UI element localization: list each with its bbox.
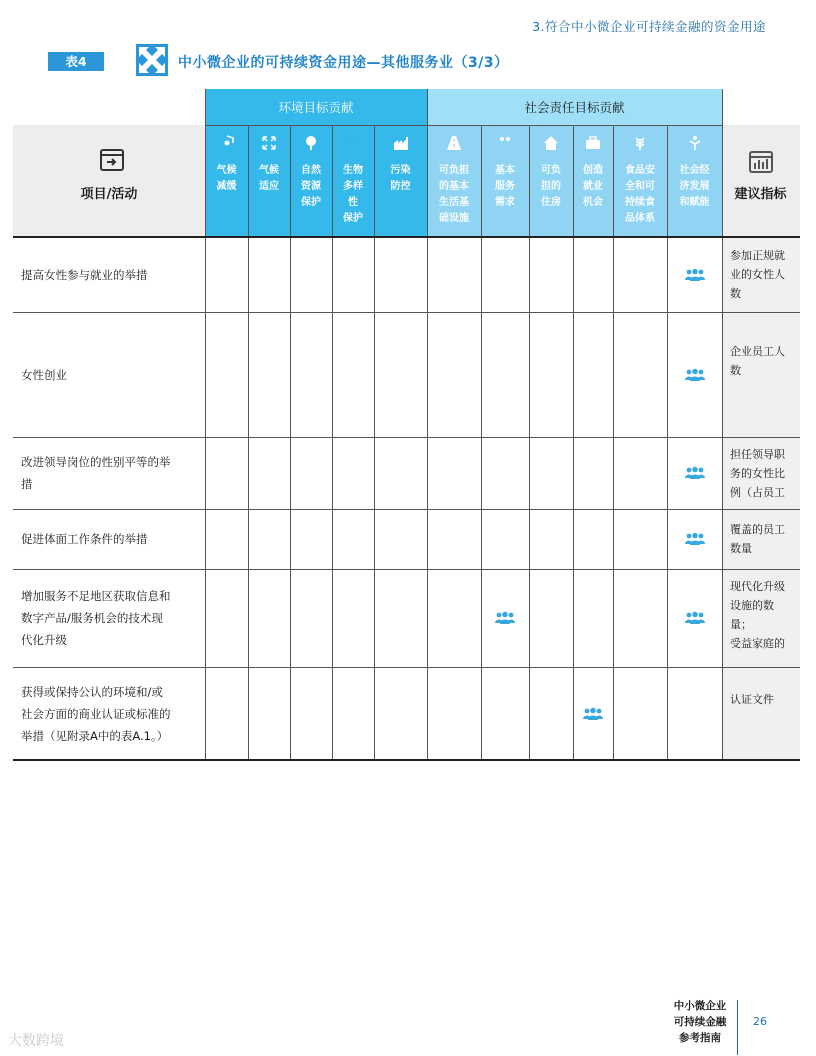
column-divider [205, 125, 206, 760]
people-group-icon [494, 611, 516, 625]
row-indicator: 参加正规就 业的女性人 数 [730, 249, 785, 300]
footer-divider [737, 1000, 738, 1055]
column-header-11 [667, 125, 722, 237]
column-divider [332, 125, 333, 760]
people-group-icon [684, 611, 706, 625]
tree-icon [303, 135, 319, 151]
table-title: 中小微企业的可持续资金用途—其他服务业（3/3） [178, 55, 509, 71]
project-header-bg [13, 125, 205, 237]
column-header-icon-wrap [687, 135, 703, 155]
road-icon [446, 135, 462, 151]
person-up-icon [687, 135, 703, 151]
row-divider [13, 667, 800, 668]
column-divider [573, 125, 574, 760]
people-group-icon [684, 466, 706, 480]
column-header-label: 污染 防控 [390, 165, 411, 192]
row-indicator: 企业员工人 数 [730, 344, 785, 377]
group-header-environment [205, 89, 427, 125]
column-header-6 [427, 125, 481, 237]
table-badge: 表4 [48, 52, 104, 71]
wheat-icon [632, 135, 648, 151]
house-icon [543, 135, 559, 151]
column-header-label: 社会经 济发展 和赋能 [679, 165, 710, 208]
row-indicator: 担任领导职 务的女性比 例（占员工 [730, 448, 785, 499]
briefcase-icon [585, 135, 601, 151]
column-header-icon-wrap [219, 135, 235, 155]
row-label: 获得或保持公认的环境和/或 社会方面的商业认证或标准的 举措（见附录A中的表A.1。） [21, 684, 171, 743]
people-group-icon [684, 268, 706, 282]
row-label: 增加服务不足地区获取信息和 数字产品/服务机会的技术现 代化升级 [21, 589, 171, 647]
people-group-icon [684, 532, 706, 546]
map-pin-icon [345, 135, 361, 151]
column-divider [529, 125, 530, 760]
column-divider [481, 125, 482, 760]
column-divider [427, 125, 428, 760]
column-header-label: 可负 担的 住房 [541, 165, 561, 208]
column-header-2 [248, 125, 290, 237]
column-divider [722, 125, 723, 760]
project-column-header: 项目/活动 [80, 187, 138, 202]
row-divider [13, 509, 800, 510]
row-label: 提高女性参与就业的举措 [21, 267, 148, 282]
column-header-7 [481, 125, 529, 237]
column-divider [205, 89, 206, 125]
column-header-icon-wrap [632, 135, 648, 155]
column-header-icon-wrap [393, 135, 409, 155]
column-divider [374, 125, 375, 760]
column-header-icon-wrap [497, 135, 513, 155]
row-divider [13, 569, 800, 570]
column-divider [613, 125, 614, 760]
column-header-icon-wrap [446, 135, 462, 155]
row-divider [13, 312, 800, 313]
column-header-3 [290, 125, 332, 237]
people-care-icon [497, 135, 513, 151]
column-header-icon-wrap [303, 135, 319, 155]
row-divider [13, 236, 800, 238]
row-divider [13, 437, 800, 438]
footer-guide-title: 中小微企业 可持续金融 参考指南 [673, 1000, 727, 1044]
row-divider [13, 759, 800, 761]
column-header-8 [529, 125, 573, 237]
group-header-social [427, 89, 722, 125]
column-header-9 [573, 125, 613, 237]
arrows-expand-icon [261, 135, 277, 151]
column-divider [722, 89, 723, 125]
column-divider [667, 125, 668, 760]
column-header-label: 食品安 全和可 持续食 品体系 [625, 165, 655, 224]
project-window-icon [100, 149, 124, 171]
watermark: 大数跨境 [8, 1033, 64, 1049]
column-header-label: 创造 就业 机会 [583, 165, 603, 208]
leaf-shield-icon [219, 135, 235, 151]
row-indicator: 覆盖的员工 数量 [730, 523, 785, 555]
column-header-label: 气候 减缓 [216, 165, 237, 192]
indicator-chart-icon [749, 151, 773, 173]
column-header-label: 可负担 的基本 生活基 础设施 [439, 165, 469, 224]
column-header-icon-wrap [585, 135, 601, 155]
page-number: 26 [753, 1015, 767, 1028]
column-header-icon-wrap [345, 135, 361, 155]
column-divider [290, 125, 291, 760]
row-label: 改进领导岗位的性别平等的举 措 [21, 455, 171, 491]
column-header-icon-wrap [543, 135, 559, 155]
row-indicator: 认证文件 [730, 693, 774, 706]
cross-arrows-icon [136, 44, 168, 76]
running-head: 3.符合中小微企业可持续金融的资金用途 [532, 19, 766, 34]
column-header-label: 生物 多样 性 保护 [343, 165, 363, 224]
column-header-10 [613, 125, 667, 237]
column-header-1 [205, 125, 248, 237]
people-group-icon [582, 707, 604, 721]
column-header-5 [374, 125, 427, 237]
row-label: 促进体面工作条件的举措 [21, 532, 148, 546]
column-header-label: 气候 适应 [259, 165, 279, 192]
row-divider [205, 125, 722, 126]
row-indicator: 现代化升级 设施的数 量； 受益家庭的 [730, 580, 785, 650]
people-group-icon [684, 368, 706, 382]
row-label: 女性创业 [21, 367, 67, 382]
column-divider [427, 89, 428, 125]
indicator-header-bg [722, 125, 800, 237]
column-header-icon-wrap [261, 135, 277, 155]
column-divider [248, 125, 249, 760]
factory-icon [393, 135, 409, 151]
group-label-environment: 环境目标贡献 [278, 100, 354, 115]
group-label-social: 社会责任目标贡献 [524, 100, 625, 115]
column-header-label: 基本 服务 需求 [495, 165, 515, 208]
column-header-4 [332, 125, 374, 237]
indicator-column-header: 建议指标 [734, 187, 787, 202]
column-header-label: 自然 资源 保护 [301, 165, 321, 208]
